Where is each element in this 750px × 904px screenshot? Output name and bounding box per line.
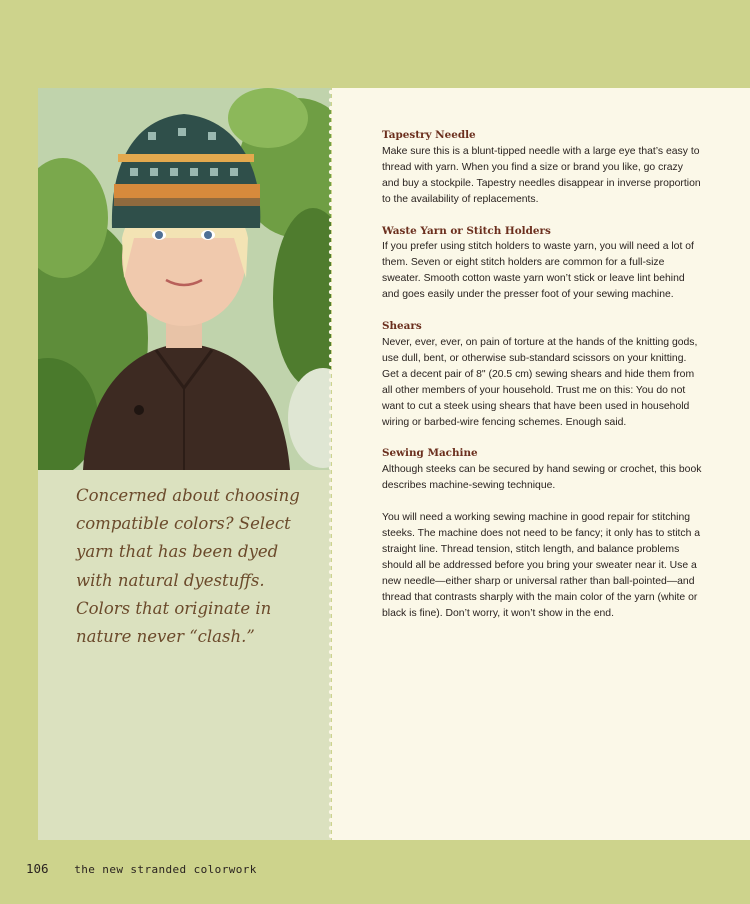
section-heading: Tapestry Needle [382,129,476,141]
section-tapestry-needle [382,128,702,208]
page-number: 106 [26,861,49,876]
section-heading: Sewing Machine [382,447,478,460]
section-sewing-machine-extra [382,510,702,621]
running-title: the new stranded colorwork [74,863,257,876]
section-body: Make sure this is a blunt-tipped needle with a large eye that’s easy to thread with yarn. When you find a size or brand you like, go crazy and buy a stockpile. Tapestry needles disappear in inverse proportion to the availability of replacements. [382,145,701,205]
right-panel [332,88,750,840]
section-heading: Shears [382,320,422,333]
section-body: If you prefer using stitch holders to waste yarn, you will need a lot of them. Seven or eight stitch holders are common for a full-size sweater. Smooth cotton waste yarn won’t stick or leave lint behind and goes easily under the presser foot of your sewing machine. [382,241,694,301]
section-shears [382,319,702,430]
section-body: Although steeks can be secured by hand sewing or crochet, this book describes machine-sewing technique. [382,464,702,492]
book-spread [38,88,750,840]
section-body: You will need a working sewing machine in good repair for stitching steeks. The machine does not need to be fancy; it only has to stitch a straight line. Thread tension, stitch length, and balance problems should all be addressed before you bring your sweater near it. Use a new needle—either sharp or universal rather than ball-pointed—and thread that contrasts sharply with the main color of the yarn (white or black is fine). Don’t worry, it won’t show in the end. [382,512,701,619]
body-text [382,128,702,637]
section-sewing-machine [382,446,702,494]
left-panel [38,88,331,840]
section-heading: Waste Yarn or Stitch Holders [382,224,551,237]
section-waste-yarn [382,224,702,304]
pull-quote-caption: Concerned about choosing compatible colors? Select yarn that has been dyed with natural dyestuffs. Colors that originate in nature never “clash.” [76,486,300,647]
section-body: Never, ever, ever, on pain of torture at the hands of the knitting gods, use dull, bent, or otherwise sub-standard scissors on your knitting. Get a decent pair of 8" (20.5 cm) sewing shears and hide them from all other members of your household. Trust me on this: You do not want to cut a steek using shears that have been used in household wiring or barbed-wire fencing schemes. Enough said. [382,336,698,428]
child-photo [38,88,331,470]
page-footer [26,858,257,877]
